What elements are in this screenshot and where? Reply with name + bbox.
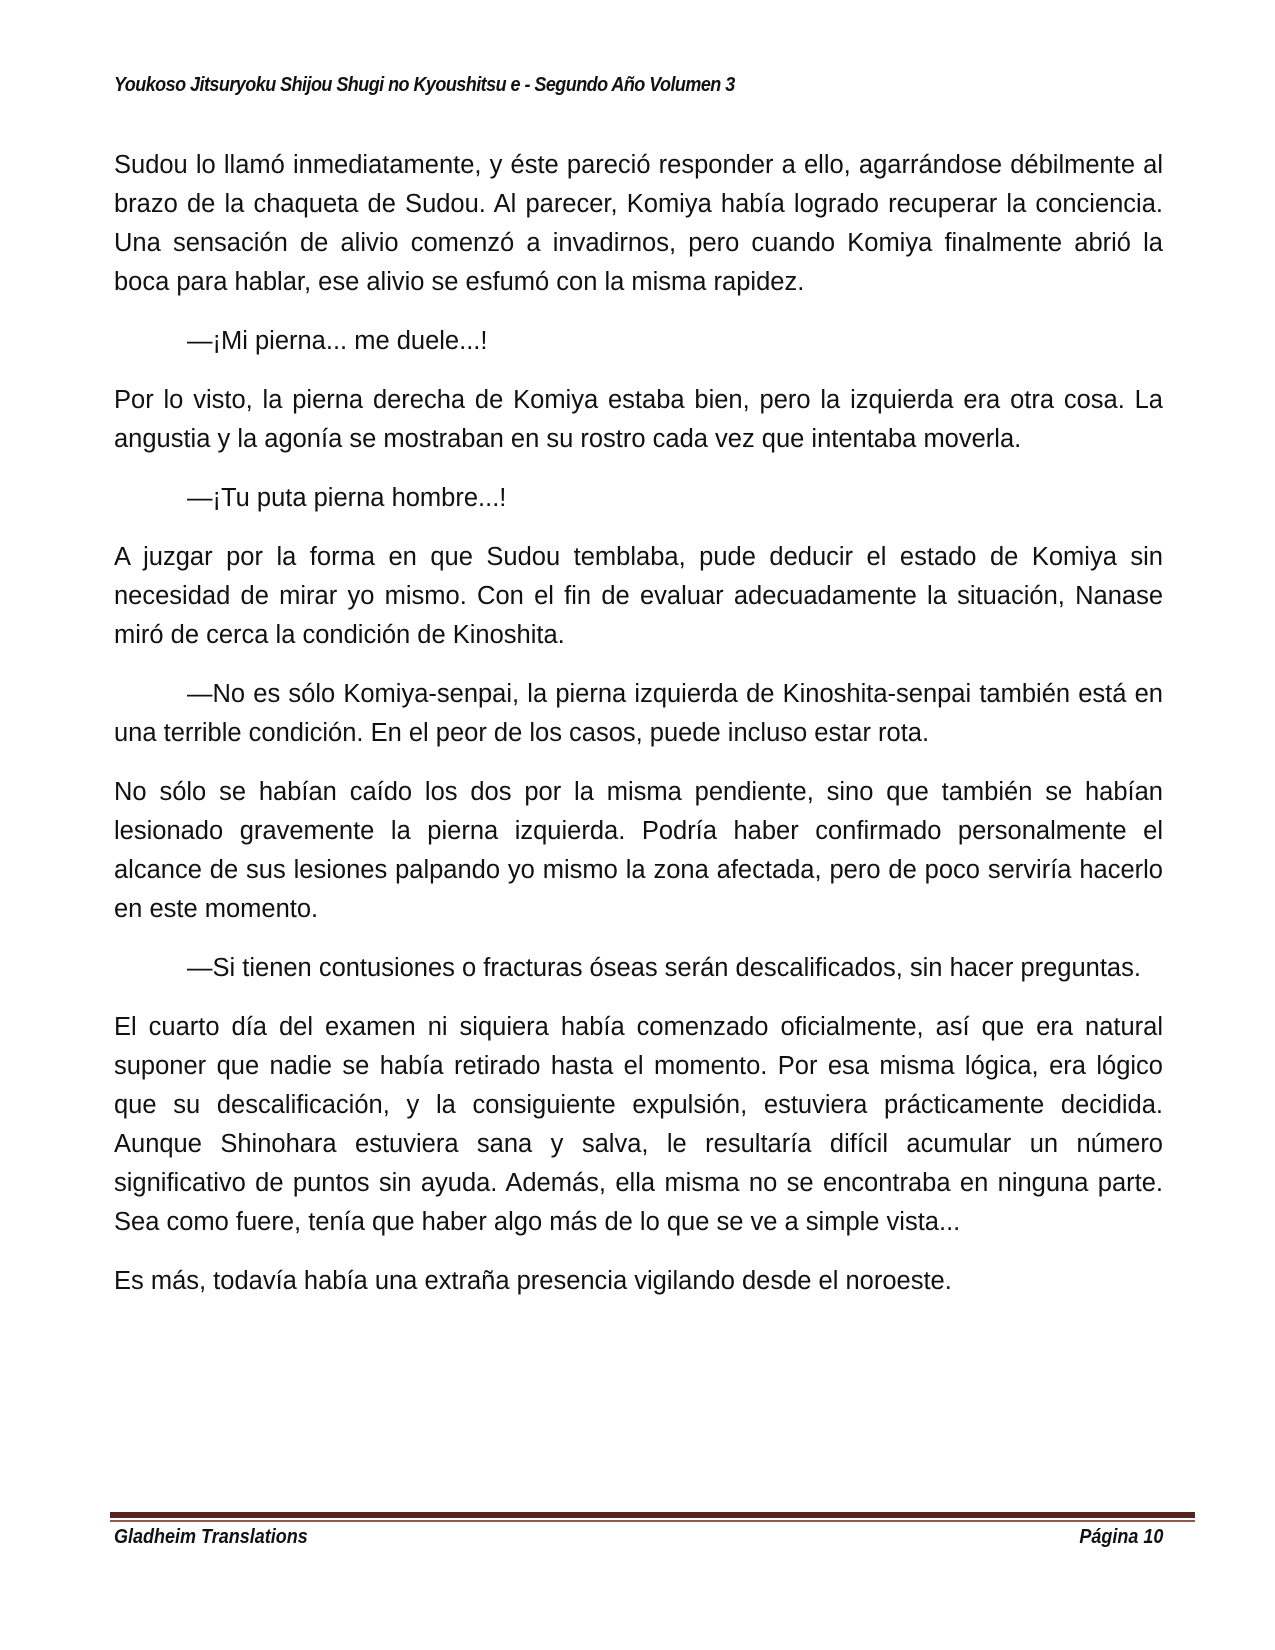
footer-rule-thick <box>110 1512 1195 1518</box>
dialogue-paragraph: —¡Mi pierna... me duele...! <box>187 327 488 355</box>
dialogue-paragraph: —No es sólo Komiya-senpai, la pierna izquierda de Kinoshita-senpai también está en una terrible condición. En el peor de los casos, puede incluso estar rota. <box>114 680 1163 747</box>
footer-credit: Gladheim Translations <box>114 1526 308 1548</box>
paragraph: A juzgar por la forma en que Sudou temblaba, pude deducir el estado de Komiya sin necesidad de mirar yo mismo. Con el fin de evaluar adecuadamente la situación, Nanase miró de cerca la condición de Kinoshita. <box>114 543 1163 649</box>
running-header: Youkoso Jitsuryoku Shijou Shugi no Kyoushitsu e - Segundo Año Volumen 3 <box>114 74 735 96</box>
paragraph: Sudou lo llamó inmediatamente, y éste pareció responder a ello, agarrándose débilmente al brazo de la chaqueta de Sudou. Al parecer, Komiya había logrado recuperar la conciencia. Una sensación de alivio comenzó a invadirnos, pero cuando Komiya finalmente abrió la boca para hablar, ese alivio se esfumó con la misma rapidez. <box>114 151 1163 296</box>
page-body <box>114 146 1163 1321</box>
paragraph: No sólo se habían caído los dos por la misma pendiente, sino que también se habían lesionado gravemente la pierna izquierda. Podría haber confirmado personalmente el alcance de sus lesiones palpando yo mismo la zona afectada, pero de poco serviría hacerlo en este momento. <box>114 778 1163 923</box>
paragraph: Es más, todavía había una extraña presencia vigilando desde el noroeste. <box>114 1267 952 1295</box>
dialogue-paragraph: —¡Tu puta pierna hombre...! <box>187 484 507 512</box>
footer-rule-thin <box>110 1520 1195 1522</box>
dialogue-paragraph: —Si tienen contusiones o fracturas óseas serán descalificados, sin hacer preguntas. <box>187 954 1141 982</box>
paragraph: El cuarto día del examen ni siquiera había comenzado oficialmente, así que era natural suponer que nadie se había retirado hasta el momento. Por esa misma lógica, era lógico que su descalificación, y la consiguiente expulsión, estuviera prácticamente decidida. Aunque Shinohara estuviera sana y salva, le resultaría difícil acumular un número significativo de puntos sin ayuda. Además, ella misma no se encontraba en ninguna parte. Sea como fuere, tenía que haber algo más de lo que se ve a simple vista... <box>114 1013 1163 1236</box>
page-number: Página 10 <box>1078 1526 1163 1548</box>
paragraph: Por lo visto, la pierna derecha de Komiya estaba bien, pero la izquierda era otra cosa. La angustia y la agonía se mostraban en su rostro cada vez que intentaba moverla. <box>114 386 1163 453</box>
